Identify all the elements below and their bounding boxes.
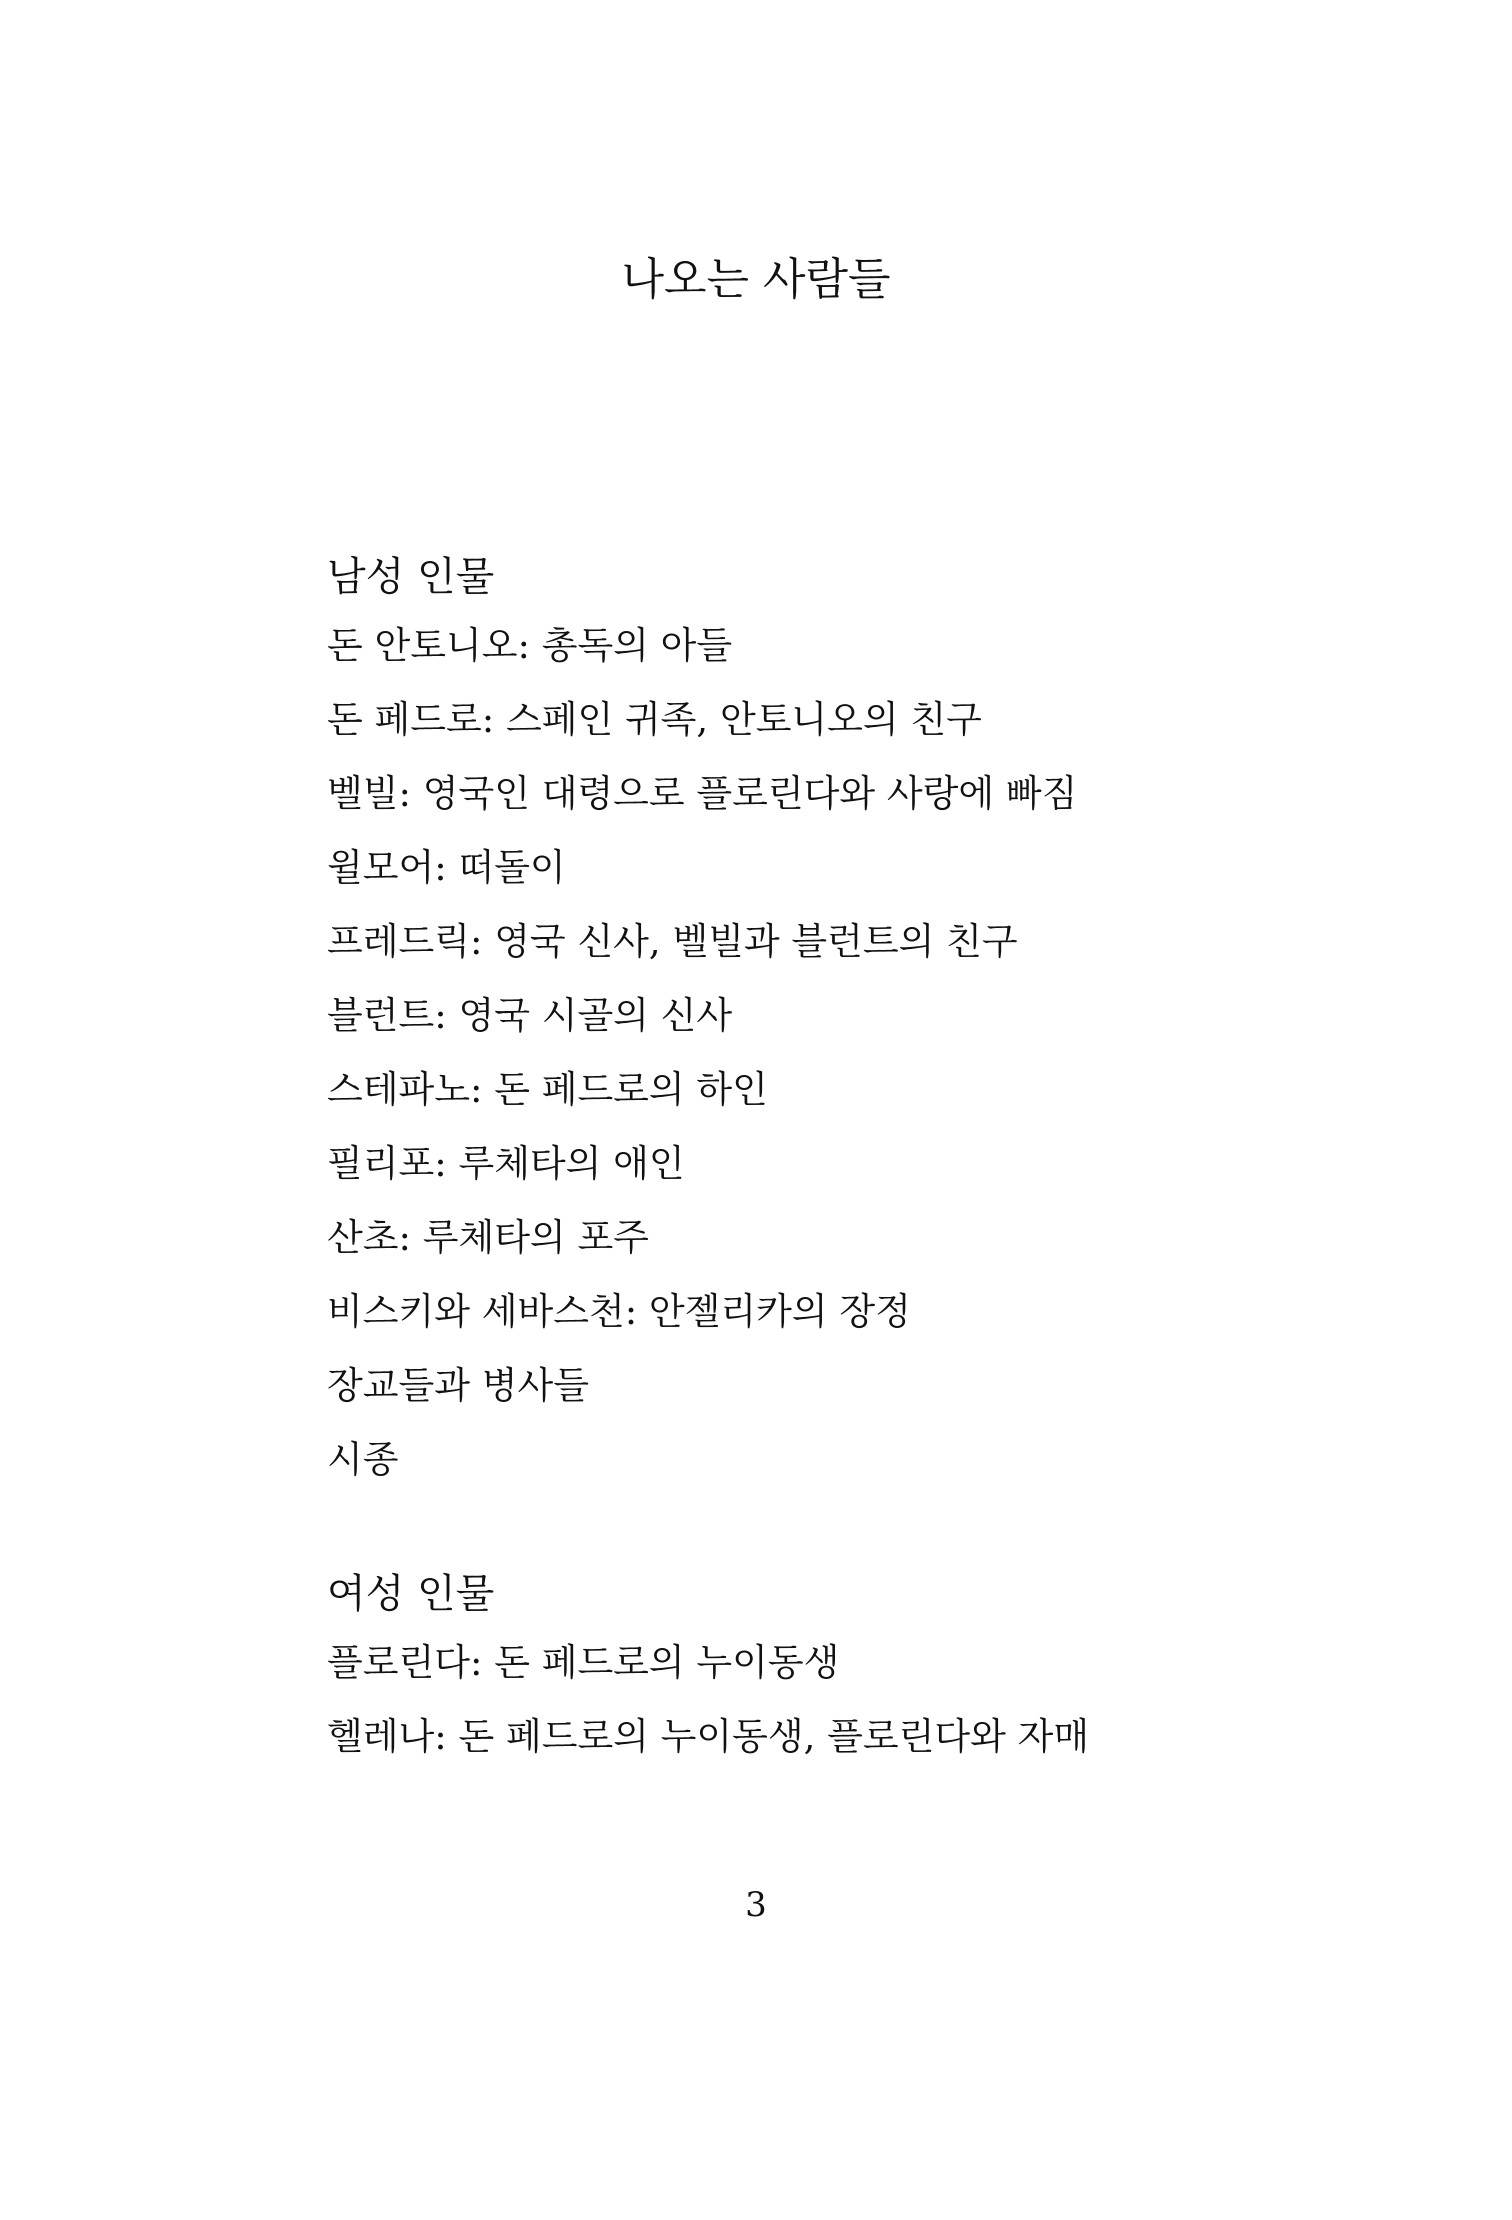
character-item: 스테파노: 돈 페드로의 하인 (327, 1068, 768, 1111)
character-item: 윌모어: 떠돌이 (327, 846, 566, 889)
character-item: 산초: 루체타의 포주 (327, 1216, 649, 1259)
character-item: 블런트: 영국 시골의 신사 (327, 994, 733, 1037)
character-item: 비스키와 세바스천: 안젤리카의 장정 (327, 1290, 911, 1333)
page-title: 나오는 사람들 (621, 254, 891, 305)
section-heading-male: 남성 인물 (327, 554, 495, 600)
character-item: 필리포: 루체타의 애인 (327, 1142, 685, 1185)
section-heading-female: 여성 인물 (327, 1571, 495, 1617)
male-character-list (327, 609, 1427, 1497)
male-characters-section (327, 545, 1427, 1497)
character-item: 벨빌: 영국인 대령으로 플로린다와 사랑에 빠짐 (327, 772, 1078, 815)
character-item: 돈 페드로: 스페인 귀족, 안토니오의 친구 (327, 698, 982, 741)
page-number: 3 (745, 1885, 767, 1925)
female-characters-section (327, 1562, 1427, 1774)
character-item: 장교들과 병사들 (327, 1364, 589, 1407)
character-item: 시종 (327, 1438, 399, 1481)
female-character-list (327, 1626, 1427, 1774)
character-item: 헬레나: 돈 페드로의 누이동생, 플로린다와 자매 (327, 1715, 1090, 1758)
cast-list (327, 545, 1427, 1774)
character-item: 돈 안토니오: 총독의 아들 (327, 624, 733, 667)
character-item: 플로린다: 돈 페드로의 누이동생 (327, 1641, 840, 1684)
character-item: 프레드릭: 영국 신사, 벨빌과 블런트의 친구 (327, 920, 1018, 963)
